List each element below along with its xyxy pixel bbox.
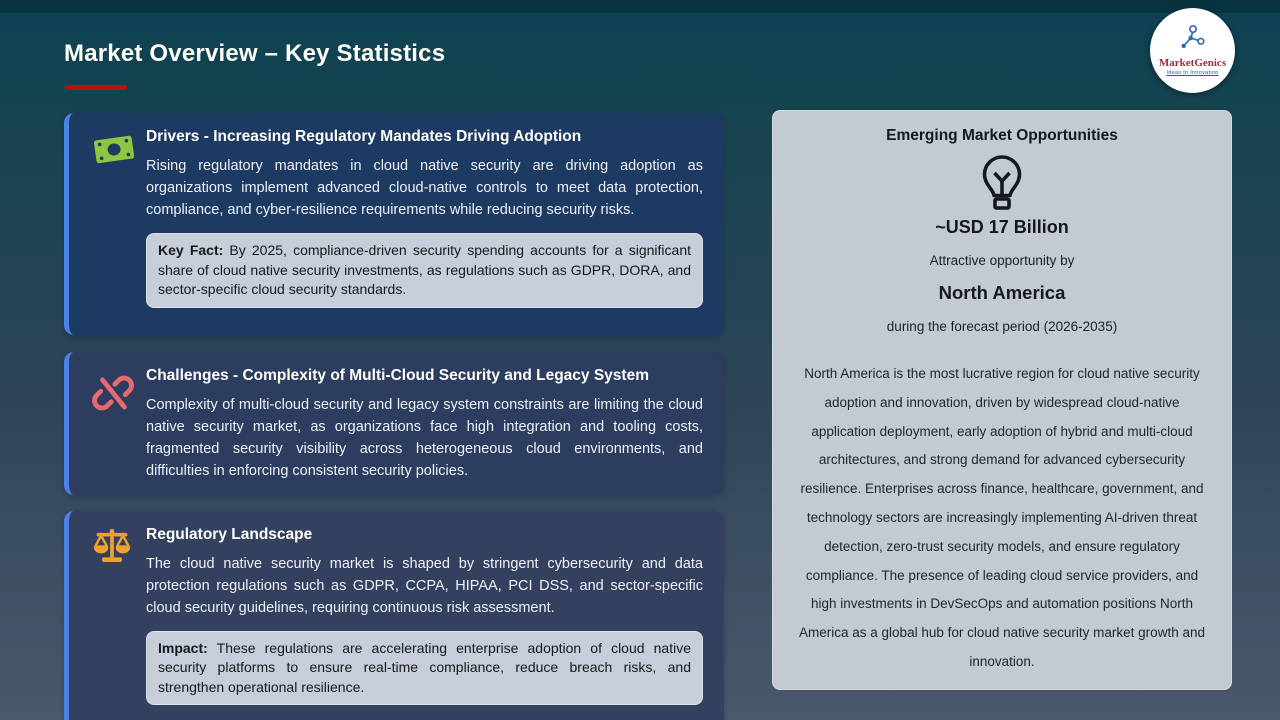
title-underline [65, 85, 127, 90]
molecule-icon [1177, 24, 1209, 57]
challenges-card-body: Complexity of multi-cloud security and legacy system constraints are limiting the cloud native security market, as organizations face high integration and tooling costs, fragmented security visibility across heterogeneous cloud environments, and difficulties in enforcing consistent security policies. [146, 396, 703, 479]
regulatory-card-title: Regulatory Landscape [146, 525, 313, 543]
impact-text: These regulations are accelerating enterprise adoption of cloud native security platforms to ensure real-time compliance, reduce breach risks, and strengthen operational resilience. [158, 639, 691, 695]
key-fact-text: By 2025, compliance-driven security spending accounts for a significant share of cloud native security investments, as regulations such as GDPR, DORA, and sector-specific cloud security standards. [158, 242, 691, 297]
balance-scale-icon [92, 528, 132, 570]
impact-label: Impact: [158, 639, 208, 656]
regulatory-card [64, 511, 724, 720]
page-title: Market Overview – Key Statistics [64, 40, 446, 67]
lightbulb-icon [799, 154, 1205, 216]
broken-link-icon [92, 372, 134, 419]
opportunity-region: North America [938, 282, 1066, 303]
challenges-card [64, 352, 724, 495]
key-fact-label: Key Fact: [158, 242, 224, 258]
marketgenics-logo [1150, 8, 1235, 93]
key-fact-callout [146, 233, 703, 308]
opportunity-period: during the forecast period (2026-2035) [886, 319, 1118, 334]
challenges-card-title: Challenges - Complexity of Multi-Cloud Security and Legacy System [146, 366, 649, 384]
top-strip [0, 0, 1280, 13]
impact-callout [146, 631, 703, 706]
money-bill-icon [92, 130, 136, 173]
opportunity-subtitle: Attractive opportunity by [929, 253, 1075, 268]
drivers-card [64, 113, 724, 335]
opportunity-value: ~USD 17 Billion [935, 217, 1069, 237]
logo-name: MarketGenics [1158, 57, 1227, 69]
drivers-card-title: Drivers - Increasing Regulatory Mandates Driving Adoption [146, 128, 582, 145]
statistics-cards [64, 113, 724, 720]
emerging-opportunities-panel [772, 110, 1232, 690]
logo-tagline: Ideas to Innovation [1166, 70, 1219, 76]
regulatory-card-body: The cloud native security market is shaped by stringent cybersecurity and data protection regulations such as GDPR, CCPA, HIPAA, PCI DSS, and sector-specific cloud security guidelines, requiring continuous risk assessment. [146, 555, 703, 616]
opportunity-description: North America is the most lucrative region for cloud native security adoption and innovation, driven by widespread cloud-native application deployment, early adoption of hybrid and multi-cloud architectures, and strong demand for advanced cybersecurity resilience. Enterprises across finance, healthcare, government, and technology sectors are increasingly implementing AI-driven threat detection, zero-trust security models, and ensure regulatory compliance. The presence of leading cloud service providers, and high investments in DevSecOps and automation positions North America as a global hub for cloud native security market growth and innovation. [799, 366, 1205, 669]
drivers-card-body: Rising regulatory mandates in cloud native security are driving adoption as organizations implement advanced cloud-native controls to meet data protection, compliance, and cyber-resilience requirements while reducing security risks. [146, 158, 703, 218]
panel-title: Emerging Market Opportunities [886, 127, 1118, 144]
